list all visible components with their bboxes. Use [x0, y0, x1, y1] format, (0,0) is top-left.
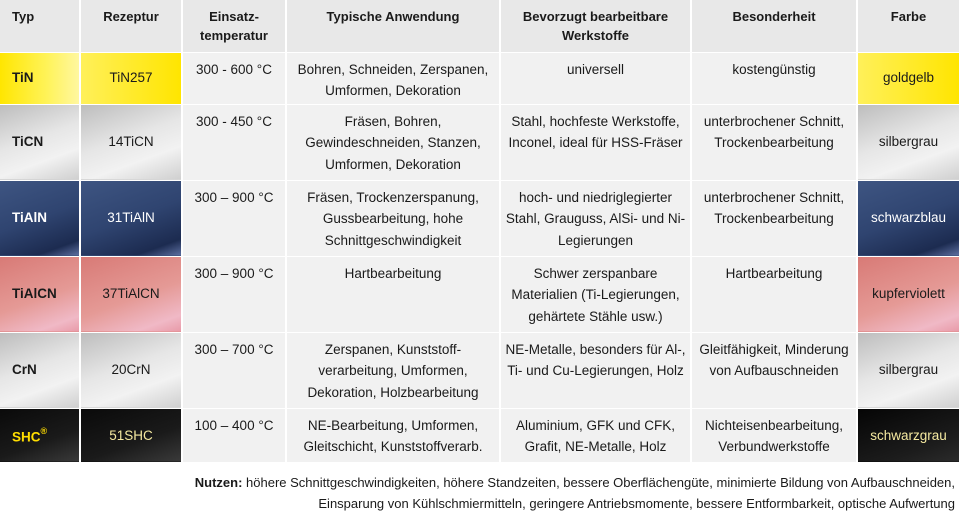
- table-row: [0, 408, 959, 462]
- cell-anwendung: Fräsen, Bohren, Gewindeschneiden, Stanzen, Umformen, Dekoration: [286, 104, 500, 180]
- cell-typ: CrN: [0, 332, 80, 408]
- cell-werkstoffe: hoch- und niedriglegierter Stahl, Grauguss, AlSi- und Ni-Legierungen: [500, 180, 691, 256]
- table-header-row: [0, 0, 959, 52]
- cell-typ: TiAlCN: [0, 256, 80, 332]
- table-row: [0, 180, 959, 256]
- benefits-line-1: [0, 472, 955, 493]
- cell-temperatur: 300 – 700 °C: [182, 332, 286, 408]
- cell-rezeptur: 37TiAlCN: [80, 256, 182, 332]
- benefits-note: [0, 472, 955, 514]
- cell-anwendung: Hartbearbeitung: [286, 256, 500, 332]
- cell-besonderheit: Nichteisenbearbeitung, Verbundwerkstoffe: [691, 408, 857, 462]
- cell-typ: SHC®: [0, 408, 80, 462]
- cell-werkstoffe: Aluminium, GFK und CFK, Grafit, NE-Metalle, Holz: [500, 408, 691, 462]
- cell-rezeptur: 31TiAlN: [80, 180, 182, 256]
- cell-typ: TiN: [0, 52, 80, 104]
- cell-temperatur: 300 - 450 °C: [182, 104, 286, 180]
- table-row: [0, 256, 959, 332]
- cell-rezeptur: 14TiCN: [80, 104, 182, 180]
- header-einsatztemperatur: Einsatz- temperatur: [182, 0, 286, 52]
- benefits-label: Nutzen:: [194, 475, 243, 490]
- cell-farbe: schwarzgrau: [857, 408, 959, 462]
- cell-rezeptur: 51SHC: [80, 408, 182, 462]
- header-rezeptur: Rezeptur: [80, 0, 182, 52]
- cell-werkstoffe: Schwer zerspanbare Materialien (Ti-Legierungen, gehärtete Stähle usw.): [500, 256, 691, 332]
- benefits-text-1: höhere Schnittgeschwindigkeiten, höhere Standzeiten, bessere Oberflächengüte, minimierte Bildung von Aufbauschneiden,: [242, 475, 955, 490]
- cell-werkstoffe: universell: [500, 52, 691, 104]
- table-row: [0, 332, 959, 408]
- cell-farbe: schwarzblau: [857, 180, 959, 256]
- cell-temperatur: 300 - 600 °C: [182, 52, 286, 104]
- cell-temperatur: 100 – 400 °C: [182, 408, 286, 462]
- cell-anwendung: NE-Bearbeitung, Umformen, Gleitschicht, Kunststoffverarb.: [286, 408, 500, 462]
- cell-farbe: silbergrau: [857, 332, 959, 408]
- table-row: [0, 104, 959, 180]
- cell-temperatur: 300 – 900 °C: [182, 180, 286, 256]
- cell-rezeptur: TiN257: [80, 52, 182, 104]
- cell-farbe: kupferviolett: [857, 256, 959, 332]
- table-row: [0, 52, 959, 104]
- cell-typ: TiAlN: [0, 180, 80, 256]
- cell-werkstoffe: Stahl, hochfeste Werkstoffe, Inconel, ideal für HSS-Fräser: [500, 104, 691, 180]
- header-besonderheit: Besonderheit: [691, 0, 857, 52]
- cell-besonderheit: unterbrochener Schnitt, Trockenbearbeitung: [691, 104, 857, 180]
- cell-anwendung: Fräsen, Trockenzerspanung, Gussbearbeitung, hohe Schnittgeschwindigkeit: [286, 180, 500, 256]
- cell-anwendung: Bohren, Schneiden, Zerspanen, Umformen, Dekoration: [286, 52, 500, 104]
- header-typische-anwendung: Typische Anwendung: [286, 0, 500, 52]
- cell-typ: TiCN: [0, 104, 80, 180]
- header-werkstoffe: Bevorzugt bearbeitbare Werkstoffe: [500, 0, 691, 52]
- cell-besonderheit: Hartbearbeitung: [691, 256, 857, 332]
- cell-rezeptur: 20CrN: [80, 332, 182, 408]
- cell-farbe: silbergrau: [857, 104, 959, 180]
- cell-temperatur: 300 – 900 °C: [182, 256, 286, 332]
- cell-besonderheit: Gleitfähigkeit, Minderung von Aufbauschneiden: [691, 332, 857, 408]
- cell-besonderheit: kostengünstig: [691, 52, 857, 104]
- header-farbe: Farbe: [857, 0, 959, 52]
- cell-besonderheit: unterbrochener Schnitt, Trockenbearbeitung: [691, 180, 857, 256]
- header-typ: Typ: [0, 0, 80, 52]
- cell-werkstoffe: NE-Metalle, besonders für Al-, Ti- und Cu-Legierungen, Holz: [500, 332, 691, 408]
- registered-mark: ®: [40, 425, 48, 436]
- benefits-line-2: Einsparung von Kühlschmiermitteln, geringere Antriebsmomente, bessere Entformbarkeit, optische Aufwertung: [318, 496, 955, 511]
- cell-anwendung: Zerspanen, Kunststoff-verarbeitung, Umformen, Dekoration, Holzbearbeitung: [286, 332, 500, 408]
- cell-farbe: goldgelb: [857, 52, 959, 104]
